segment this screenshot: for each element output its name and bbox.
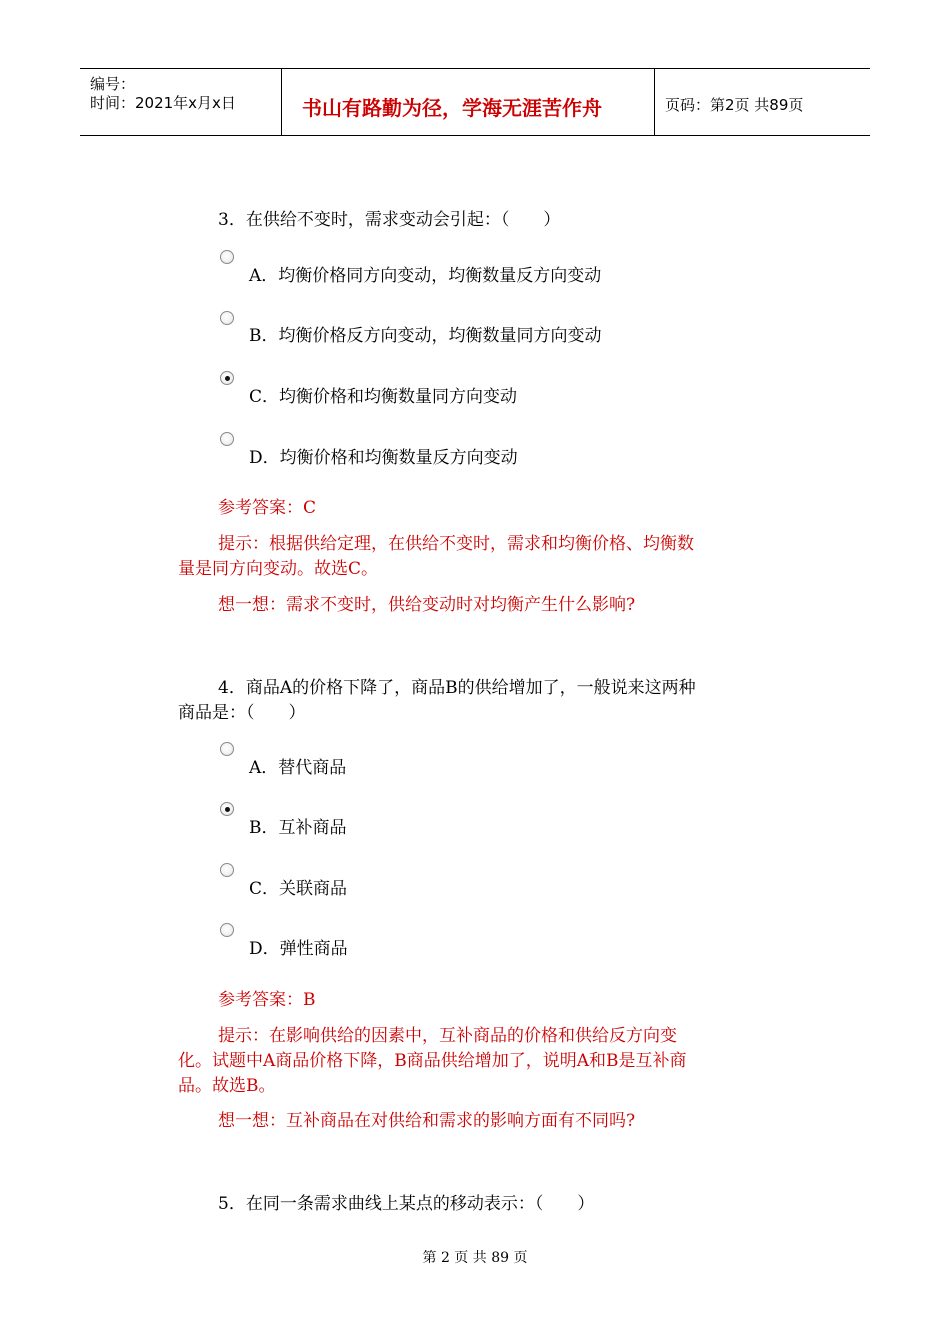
option-label-a: A．替代商品	[249, 758, 347, 778]
page-header	[80, 68, 870, 136]
reference-answer: 参考答案：C	[218, 498, 317, 518]
option-radio-a[interactable]	[220, 250, 234, 264]
radio-selected-dot	[225, 376, 230, 381]
option-radio-b[interactable]	[220, 802, 234, 816]
option-radio-c[interactable]	[220, 371, 234, 385]
question-stem-continued: 商品是：（ ）	[178, 703, 306, 723]
option-radio-d[interactable]	[220, 923, 234, 937]
document-date-label: 时间：2021年x月x日	[90, 94, 236, 112]
option-radio-c[interactable]	[220, 863, 234, 877]
option-label-d: D．均衡价格和均衡数量反方向变动	[249, 448, 518, 468]
page-footer: 第 2 页 共 89 页	[422, 1250, 528, 1266]
option-label-d: D．弹性商品	[249, 939, 348, 959]
hint-text: 提示：根据供给定理，在供给不变时，需求和均衡价格、均衡数	[218, 534, 694, 554]
option-label-b: B．均衡价格反方向变动，均衡数量同方向变动	[249, 326, 602, 346]
hint-text-continued-2: 品。故选B。	[178, 1076, 276, 1096]
document-number-label: 编号：	[90, 75, 136, 93]
header-motto: 书山有路勤为径，学海无涯苦作舟	[302, 96, 602, 120]
option-label-a: A．均衡价格同方向变动，均衡数量反方向变动	[249, 266, 602, 286]
think-prompt: 想一想：需求不变时，供给变动时对均衡产生什么影响?	[218, 595, 636, 615]
hint-text-continued: 化。试题中A商品价格下降，B商品供给增加了，说明A和B是互补商	[178, 1051, 687, 1071]
question-stem: 5．在同一条需求曲线上某点的移动表示：（ ）	[218, 1194, 595, 1214]
hint-text-continued: 量是同方向变动。故选C。	[178, 559, 379, 579]
option-label-c: C．关联商品	[249, 879, 348, 899]
option-label-c: C．均衡价格和均衡数量同方向变动	[249, 387, 518, 407]
option-radio-b[interactable]	[220, 311, 234, 325]
question-stem: 3．在供给不变时，需求变动会引起：（ ）	[218, 210, 561, 230]
header-page-cell	[655, 69, 870, 135]
header-motto-cell	[282, 69, 655, 135]
option-radio-a[interactable]	[220, 742, 234, 756]
radio-selected-dot	[225, 807, 230, 812]
reference-answer: 参考答案：B	[218, 990, 316, 1010]
header-page-info: 页码：第2页 共89页	[665, 96, 804, 114]
hint-text: 提示：在影响供给的因素中，互补商品的价格和供给反方向变	[218, 1026, 677, 1046]
header-meta-cell	[80, 69, 282, 135]
option-label-b: B．互补商品	[249, 818, 347, 838]
question-stem: 4．商品A的价格下降了，商品B的供给增加了，一般说来这两种	[218, 678, 696, 698]
think-prompt: 想一想：互补商品在对供给和需求的影响方面有不同吗?	[218, 1111, 636, 1131]
option-radio-d[interactable]	[220, 432, 234, 446]
